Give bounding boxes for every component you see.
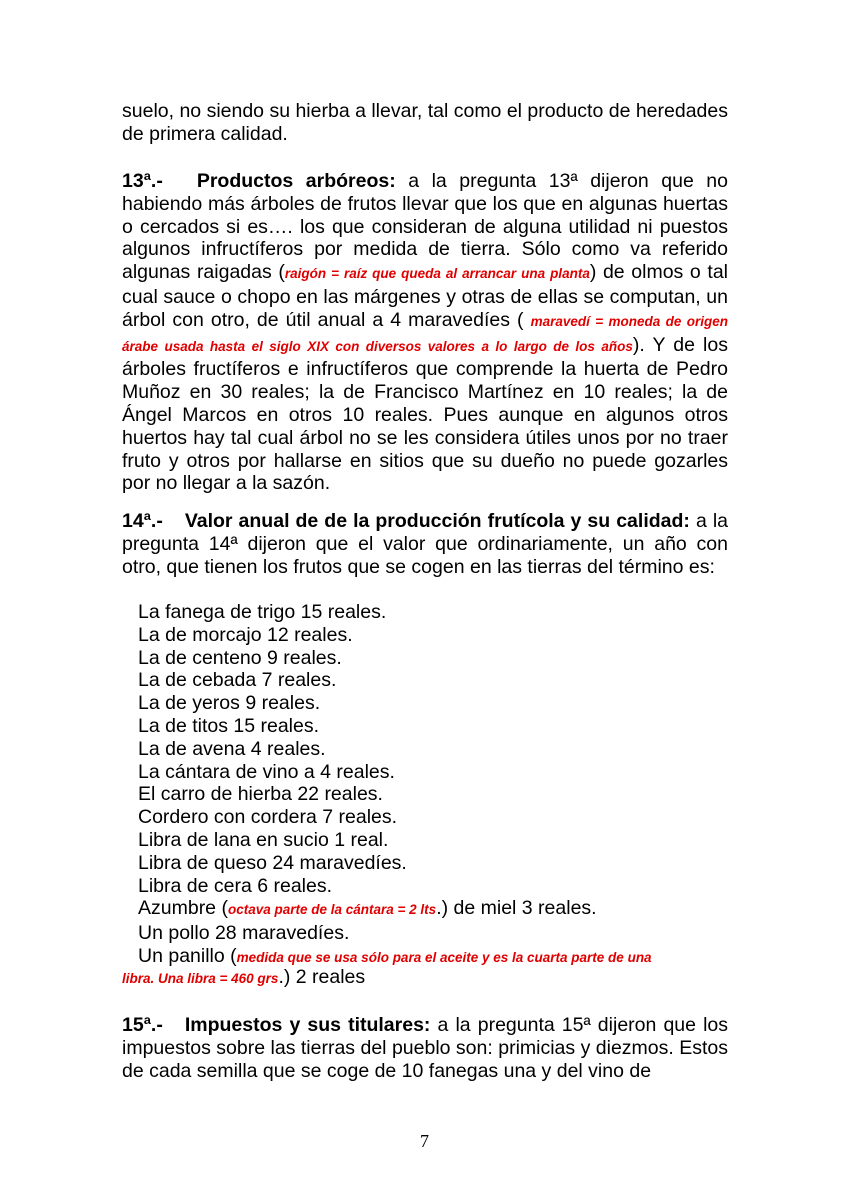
list-item: Libra de queso 24 maravedíes. (138, 851, 407, 874)
section-14 (122, 510, 728, 578)
list-item: La de centeno 9 reales. (138, 646, 342, 669)
page-number: 7 (420, 1131, 429, 1151)
note-panillo-1: medida que se usa sólo para el aceite y es la cuarta parte de una (236, 949, 652, 965)
section-13 (122, 170, 728, 495)
list-item: La de titos 15 reales. (138, 714, 320, 737)
list-item: La de morcajo 12 reales. (138, 623, 353, 646)
section-13-text-3: ). Y de los árboles fructíferos e infructíferos que comprende la huerta de Pedro Muñoz en 30 reales; la de Francisco Martínez en 10 reales; la de Ángel Marcos en otros 10 reales. Pues aunque en algunos otros huertos hay tal cual árbol no se les considera útiles unos por no traer fruto y otros por hallarse en sitios que su dueño no puede gozarles por no llegar a la sazón. (122, 333, 728, 495)
section-14-text: a la pregunta 14ª dijeron que el valor que ordinariamente, un año con otro, que tienen los frutos que se cogen en las tierras del término es: (122, 510, 728, 578)
list-item: Cordero con cordera 7 reales. (138, 806, 398, 829)
list-item: Libra de cera 6 reales. (138, 874, 333, 897)
section-15-title: Impuestos y sus titulares: (184, 1014, 431, 1036)
section-15-text: a la pregunta 15ª dijeron que los impuestos sobre las tierras del pueblo son: primicias y diezmos. Estos de cada semilla que se coge de 10 fanegas una y del vino de (122, 1014, 728, 1082)
list-item: La fanega de trigo 15 reales. (138, 601, 387, 623)
list-item: La de avena 4 reales. (138, 737, 326, 760)
list-item: La de cebada 7 reales. (138, 669, 337, 692)
panillo-value: .) 2 reales (278, 966, 366, 988)
section-13-title: Productos arbóreos: (196, 170, 396, 192)
section-13-text-2: ) de olmos o tal cual sauce o chopo en las márgenes y otras de ellas se computan, un árbol con otro, de útil anual a 4 maravedíes ( (122, 261, 729, 331)
list-item: Libra de lana en sucio 1 real. (138, 828, 389, 851)
section-14-title: Valor anual de de la producción frutícola y su calidad: (184, 510, 690, 532)
section-13-number: 13ª.- (122, 170, 163, 192)
intro-text: suelo, no siendo su hierba a llevar, tal como el producto de heredades de primera calidad. (122, 100, 728, 145)
note-maravedi: maravedí = moneda de origen árabe usada hasta el siglo XIX con diversos valores a lo largo de los años (122, 313, 728, 354)
list-item: La cántara de vino a 4 reales. (138, 760, 395, 783)
price-list (138, 601, 652, 970)
list-item-panillo: Un panillo (medida que se usa sólo para el aceite y es la cuarta parte de una (138, 944, 652, 967)
panillo-continuation (122, 966, 728, 991)
note-raigon: raigón = raíz que queda al arrancar una planta (284, 266, 590, 282)
section-13-text-1: a la pregunta 13ª dijeron que no habiendo más árboles de frutos llevar que los que en algunas huertas o cercados si es…. los que consideran de alguna utilidad ni puestos algunos infructíferos por medida de tierra. Sólo como va referido algunas raigadas ( (122, 170, 728, 284)
list-item: La de yeros 9 reales. (138, 692, 321, 715)
note-azumbre: octava parte de la cántara = 2 lts (227, 902, 437, 918)
note-panillo-2: libra. Una libra = 460 grs (122, 971, 279, 986)
list-item-azumbre: Azumbre (octava parte de la cántara = 2 lts.) de miel 3 reales. (138, 897, 597, 920)
section-15-number: 15ª.- (122, 1014, 163, 1036)
paragraph-intro (122, 100, 728, 146)
list-item: Un pollo 28 maravedíes. (138, 922, 350, 945)
list-item: El carro de hierba 22 reales. (138, 783, 383, 806)
section-15 (122, 1014, 728, 1082)
section-14-number: 14ª.- (122, 510, 163, 532)
